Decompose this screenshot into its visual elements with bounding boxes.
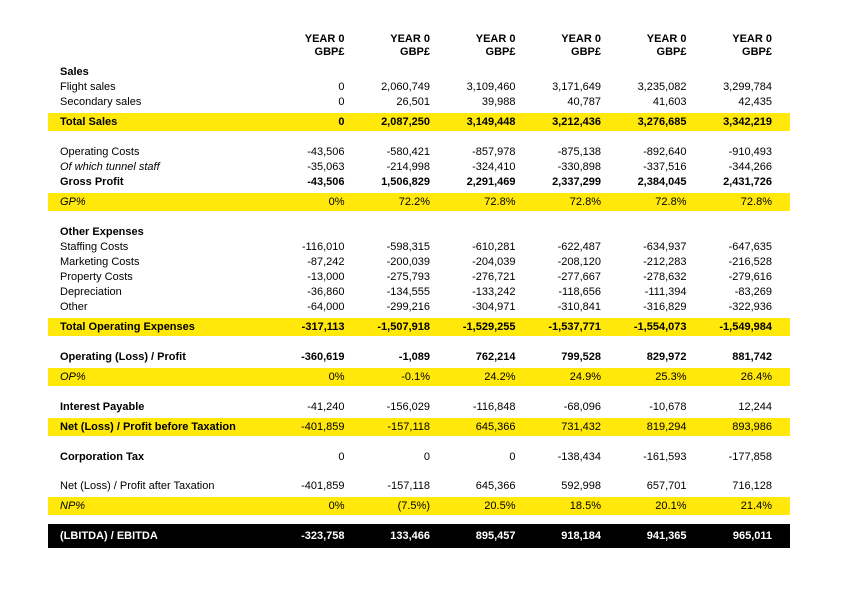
cell-value: 0 [338, 96, 345, 108]
cell-value: -10,678 [649, 401, 687, 413]
cell-value: 72.8% [569, 196, 601, 208]
column-currency-label: GBP£ [485, 46, 516, 58]
table-row [48, 145, 790, 160]
cell-value: -401,859 [301, 421, 345, 433]
cell-value: 133,466 [390, 530, 430, 542]
cell-value: 3,109,460 [466, 81, 516, 93]
cell-value: -344,266 [728, 161, 772, 173]
cell-value: (7.5%) [397, 500, 430, 512]
column-year-label: YEAR 0 [732, 33, 772, 45]
column-headers [48, 33, 790, 59]
row-label: Staffing Costs [60, 241, 129, 253]
cell-value: 645,366 [475, 421, 516, 433]
cell-value: -0.1% [401, 371, 430, 383]
table-row [48, 285, 790, 300]
cell-value: 2,384,045 [637, 176, 687, 188]
cell-value: -276,721 [472, 271, 516, 283]
cell-value: 41,603 [652, 96, 687, 108]
cell-value: 72.8% [484, 196, 516, 208]
cell-value: 40,787 [567, 96, 601, 108]
cell-value: -64,000 [307, 301, 345, 313]
row-label: OP% [60, 371, 86, 383]
cell-value: -1,507,918 [377, 321, 430, 333]
cell-value: 72.8% [655, 196, 687, 208]
table-row [48, 318, 790, 336]
cell-value: 0 [423, 451, 430, 463]
row-label: Net (Loss) / Profit before Taxation [60, 421, 236, 433]
row-spacer [48, 211, 790, 225]
table-row [48, 193, 790, 211]
cell-value: -43,506 [307, 176, 345, 188]
column-header [687, 33, 773, 59]
cell-value: -857,978 [472, 146, 516, 158]
row-label: (LBITDA) / EBITDA [60, 530, 158, 542]
cell-value: -116,848 [472, 401, 516, 413]
cell-value: -83,269 [734, 286, 772, 298]
cell-value: 42,435 [738, 96, 772, 108]
cell-value: -1,549,984 [719, 321, 772, 333]
row-label: Operating (Loss) / Profit [60, 351, 186, 363]
table-row [48, 255, 790, 270]
cell-value: -133,242 [472, 286, 516, 298]
cell-value: -277,667 [557, 271, 601, 283]
row-label: Sales [60, 66, 89, 78]
table-row [48, 225, 790, 240]
cell-value: -36,860 [307, 286, 345, 298]
cell-value: 2,431,726 [723, 176, 772, 188]
cell-value: -1,537,771 [548, 321, 601, 333]
cell-value: 72.2% [398, 196, 430, 208]
cell-value: -580,421 [386, 146, 430, 158]
cell-value: 0 [338, 81, 345, 93]
cell-value: -157,118 [387, 421, 430, 433]
table-row [48, 175, 790, 190]
table-row [48, 418, 790, 436]
column-year-label: YEAR 0 [475, 33, 516, 45]
cell-value: 3,235,082 [637, 81, 687, 93]
cell-value: -68,096 [563, 401, 601, 413]
cell-value: -310,841 [557, 301, 601, 313]
cell-value: -324,410 [472, 161, 516, 173]
cell-value: 893,986 [732, 421, 772, 433]
cell-value: 645,366 [475, 480, 516, 492]
cell-value: 21.4% [740, 500, 772, 512]
cell-value: 20.5% [484, 500, 516, 512]
cell-value: -212,283 [643, 256, 687, 268]
header-label-spacer [60, 33, 259, 59]
table-row [48, 160, 790, 175]
cell-value: -360,619 [301, 351, 345, 363]
cell-value: 3,171,649 [552, 81, 601, 93]
cell-value: -299,216 [386, 301, 430, 313]
cell-value: 0% [328, 500, 345, 512]
row-label: Marketing Costs [60, 256, 140, 268]
cell-value: 3,299,784 [723, 81, 772, 93]
cell-value: -304,971 [472, 301, 516, 313]
cell-value: -598,315 [386, 241, 430, 253]
cell-value: -330,898 [557, 161, 601, 173]
column-year-label: YEAR 0 [646, 33, 687, 45]
cell-value: 2,060,749 [381, 81, 430, 93]
cell-value: -156,029 [386, 401, 430, 413]
cell-value: -134,555 [386, 286, 430, 298]
cell-value: -610,281 [472, 241, 516, 253]
cell-value: -647,635 [728, 241, 772, 253]
cell-value: -634,937 [643, 241, 687, 253]
row-label: GP% [60, 196, 86, 208]
row-spacer [48, 386, 790, 400]
cell-value: -1,554,073 [633, 321, 687, 333]
cell-value: 592,998 [561, 480, 601, 492]
row-label: Total Sales [60, 116, 118, 128]
row-spacer [48, 131, 790, 145]
column-currency-label: GBP£ [400, 46, 430, 58]
cell-value: -875,138 [557, 146, 601, 158]
cell-value: 3,149,448 [466, 116, 516, 128]
cell-value: 0 [509, 451, 516, 463]
cell-value: 2,087,250 [381, 116, 430, 128]
row-label: Operating Costs [60, 146, 140, 158]
cell-value: -323,758 [301, 530, 345, 542]
column-header [430, 33, 516, 59]
row-label: Secondary sales [60, 96, 142, 108]
cell-value: -116,010 [301, 241, 345, 253]
cell-value: 0% [328, 196, 345, 208]
cell-value: 2,291,469 [466, 176, 516, 188]
table-row [48, 524, 790, 548]
table-row [48, 240, 790, 255]
cell-value: -35,063 [307, 161, 345, 173]
row-label: Flight sales [60, 81, 116, 93]
cell-value: -622,487 [557, 241, 601, 253]
cell-value: 829,972 [646, 351, 687, 363]
cell-value: 12,244 [738, 401, 772, 413]
cell-value: -317,113 [301, 321, 345, 333]
cell-value: 881,742 [732, 351, 772, 363]
cell-value: -892,640 [643, 146, 687, 158]
cell-value: -204,039 [472, 256, 516, 268]
cell-value: -337,516 [643, 161, 687, 173]
column-header [601, 33, 687, 59]
cell-value: 0% [328, 371, 345, 383]
table-row [48, 400, 790, 415]
cell-value: -157,118 [387, 480, 430, 492]
cell-value: 1,506,829 [381, 176, 430, 188]
cell-value: -200,039 [386, 256, 430, 268]
column-year-label: YEAR 0 [304, 33, 345, 45]
cell-value: 895,457 [475, 530, 516, 542]
cell-value: -910,493 [728, 146, 772, 158]
table-row [48, 479, 790, 494]
cell-value: -275,793 [386, 271, 430, 283]
cell-value: 18.5% [569, 500, 601, 512]
cell-value: 24.9% [569, 371, 601, 383]
row-label: Net (Loss) / Profit after Taxation [60, 480, 215, 492]
cell-value: -13,000 [307, 271, 345, 283]
cell-value: 799,528 [561, 351, 601, 363]
cell-value: 3,276,685 [637, 116, 687, 128]
column-header [516, 33, 602, 59]
row-label: Interest Payable [60, 401, 145, 413]
cell-value: 965,011 [732, 530, 772, 542]
table-body [48, 65, 790, 548]
cell-value: 716,128 [732, 480, 772, 492]
table-row [48, 368, 790, 386]
cell-value: 72.8% [740, 196, 772, 208]
cell-value: 20.1% [655, 500, 687, 512]
table-row [48, 113, 790, 131]
cell-value: 657,701 [646, 480, 687, 492]
row-label: Other [60, 301, 88, 313]
table-row [48, 450, 790, 465]
row-spacer [48, 436, 790, 450]
table-row [48, 350, 790, 365]
column-year-label: YEAR 0 [390, 33, 430, 45]
row-label: Depreciation [60, 286, 122, 298]
cell-value: 731,432 [561, 421, 601, 433]
cell-value: -161,593 [643, 451, 687, 463]
cell-value: -316,829 [643, 301, 687, 313]
cell-value: 762,214 [475, 351, 516, 363]
column-year-label: YEAR 0 [561, 33, 601, 45]
cell-value: -177,858 [728, 451, 772, 463]
table-row [48, 65, 790, 80]
table-row [48, 95, 790, 110]
cell-value: -216,528 [728, 256, 772, 268]
cell-value: -278,632 [643, 271, 687, 283]
cell-value: -279,616 [728, 271, 772, 283]
cell-value: -111,394 [644, 286, 687, 298]
column-currency-label: GBP£ [742, 46, 772, 58]
row-label: Corporation Tax [60, 451, 145, 463]
cell-value: -118,656 [558, 286, 601, 298]
cell-value: -1,089 [398, 351, 430, 363]
cell-value: 2,337,299 [552, 176, 601, 188]
cell-value: 26.4% [740, 371, 772, 383]
row-spacer [48, 465, 790, 479]
cell-value: -41,240 [307, 401, 345, 413]
cell-value: 918,184 [561, 530, 601, 542]
cell-value: 819,294 [646, 421, 687, 433]
cell-value: 26,501 [396, 96, 430, 108]
row-spacer [48, 515, 790, 524]
cell-value: -401,859 [301, 480, 345, 492]
cell-value: 24.2% [484, 371, 516, 383]
row-spacer [48, 336, 790, 350]
table-row [48, 80, 790, 95]
cell-value: 25.3% [655, 371, 687, 383]
cell-value: 941,365 [646, 530, 687, 542]
column-currency-label: GBP£ [571, 46, 601, 58]
cell-value: 0 [338, 116, 345, 128]
row-label: NP% [60, 500, 86, 512]
row-label: Property Costs [60, 271, 133, 283]
cell-value: -87,242 [307, 256, 345, 268]
table-row [48, 270, 790, 285]
table-row [48, 300, 790, 315]
table-row [48, 497, 790, 515]
cell-value: 3,342,219 [723, 116, 772, 128]
row-label: Total Operating Expenses [60, 321, 195, 333]
column-header [345, 33, 431, 59]
cell-value: -208,120 [557, 256, 601, 268]
column-currency-label: GBP£ [656, 46, 687, 58]
column-currency-label: GBP£ [314, 46, 345, 58]
cell-value: 39,988 [481, 96, 516, 108]
row-label: Gross Profit [60, 176, 124, 188]
pnl-table [48, 33, 790, 548]
cell-value: -1,529,255 [462, 321, 516, 333]
column-header [259, 33, 345, 59]
row-label: Other Expenses [60, 226, 144, 238]
cell-value: -322,936 [728, 301, 772, 313]
cell-value: 3,212,436 [552, 116, 601, 128]
cell-value: -138,434 [557, 451, 601, 463]
row-label: Of which tunnel staff [60, 161, 160, 173]
cell-value: -214,998 [386, 161, 430, 173]
cell-value: 0 [338, 451, 345, 463]
cell-value: -43,506 [307, 146, 345, 158]
